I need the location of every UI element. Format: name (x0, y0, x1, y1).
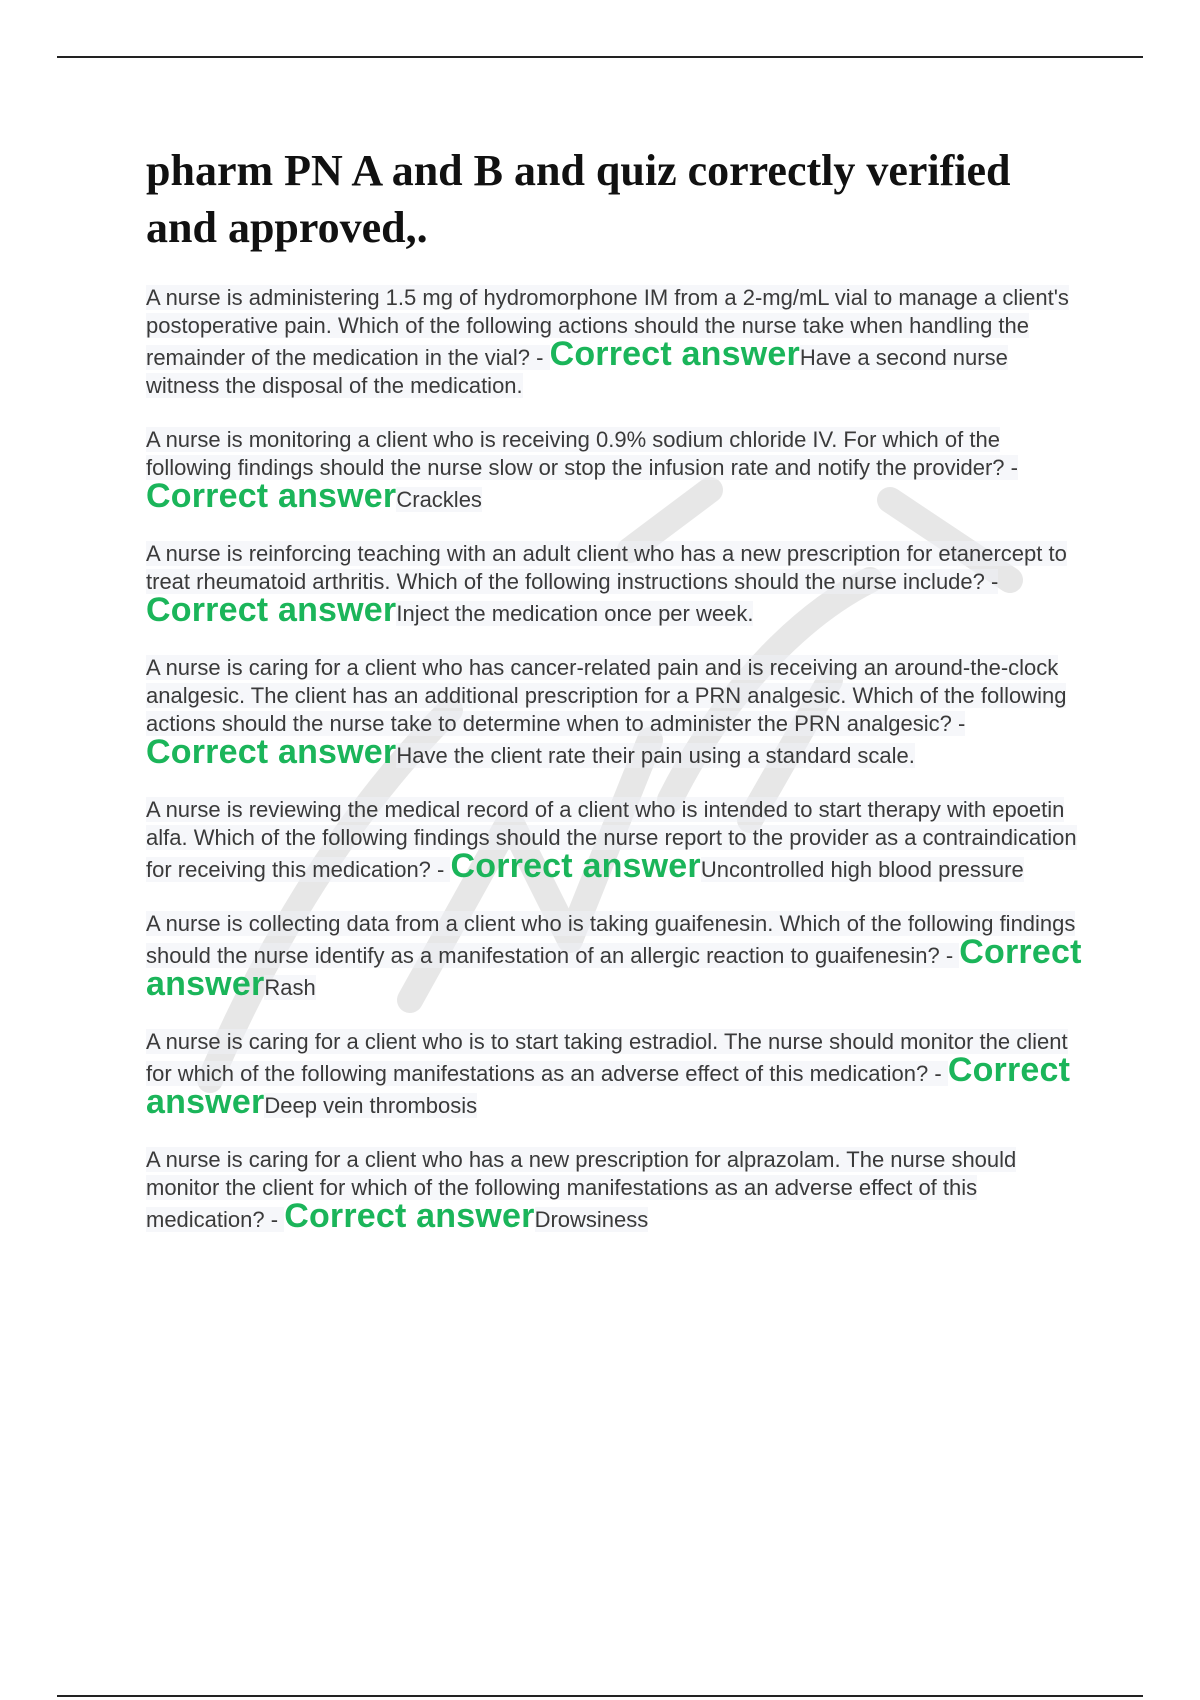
correct-answer-label: Correct answer (549, 335, 800, 373)
correct-answer-label: Correct answer (146, 733, 397, 771)
footer-rule (57, 1695, 1143, 1697)
question-text: A nurse is caring for a client who is to start taking estradiol. The nurse should monitor the client for which of the following manifestations as an adverse effect of this medication? (146, 1029, 1068, 1086)
answer-text: Drowsiness (534, 1207, 649, 1232)
document-title: pharm PN A and B and quiz correctly verified and approved,. (146, 146, 1011, 252)
qa-item (146, 284, 1086, 400)
question-text: A nurse is administering 1.5 mg of hydromorphone IM from a 2-mg/mL vial to manage a client's postoperative pain. Which of the following actions should the nurse take when handling the remainder of the medication in the vial? (146, 285, 1069, 370)
correct-answer-label: Correct answer (146, 933, 1082, 1003)
answer-text: Crackles (396, 487, 482, 512)
qa-item (146, 540, 1086, 628)
separator: - (430, 857, 451, 882)
separator: - (939, 943, 960, 968)
correct-answer-label: Correct answer (146, 591, 397, 629)
separator: - (1004, 455, 1018, 480)
header-rule (57, 56, 1143, 58)
qa-item (146, 1146, 1086, 1234)
qa-item (146, 1028, 1086, 1120)
answer-text: Rash (264, 975, 316, 1000)
answer-text: Have the client rate their pain using a standard scale. (396, 743, 915, 768)
question-text: A nurse is reviewing the medical record of a client who is intended to start therapy with epoetin alfa. Which of the following findings should the nurse report to the provider as a contraindication for receiving this medication? (146, 797, 1077, 882)
correct-answer-label: Correct answer (146, 1051, 1071, 1121)
correct-answer-label: Correct answer (450, 847, 701, 885)
separator: - (928, 1061, 948, 1086)
separator: - (264, 1207, 285, 1232)
separator: - (984, 569, 999, 594)
question-text: A nurse is reinforcing teaching with an adult client who has a new prescription for etanercept to treat rheumatoid arthritis. Which of the following instructions should the nurse include? (146, 541, 1067, 594)
correct-answer-label: Correct answer (284, 1197, 535, 1235)
answer-text: Inject the medication once per week. (396, 601, 754, 626)
separator: - (530, 345, 550, 370)
qa-item (146, 910, 1086, 1002)
answer-text: Have a second nurse witness the disposal of the medication. (146, 345, 1008, 398)
separator: - (951, 711, 966, 736)
correct-answer-label: Correct answer (146, 477, 397, 515)
answer-text: Deep vein thrombosis (264, 1093, 478, 1118)
qa-item (146, 654, 1086, 770)
answer-text: Uncontrolled high blood pressure (700, 857, 1024, 882)
qa-item (146, 796, 1086, 884)
document-body (146, 142, 1086, 1260)
question-text: A nurse is caring for a client who has cancer-related pain and is receiving an around-the-clock analgesic. The client has an additional prescription for a PRN analgesic. Which of the following actions should the nurse take to determine when to administer the PRN analgesic? (146, 655, 1067, 736)
question-text: A nurse is monitoring a client who is receiving 0.9% sodium chloride IV. For which of the following findings should the nurse slow or stop the infusion rate and notify the provider? (146, 427, 1005, 480)
question-text: A nurse is caring for a client who has a new prescription for alprazolam. The nurse should monitor the client for which of the following manifestations as an adverse effect of this medication? (146, 1147, 1017, 1232)
qa-item (146, 426, 1086, 514)
question-text: A nurse is collecting data from a client who is taking guaifenesin. Which of the following findings should the nurse identify as a manifestation of an allergic reaction to guaifenesin? (146, 911, 1076, 968)
question-list (146, 284, 1086, 1234)
